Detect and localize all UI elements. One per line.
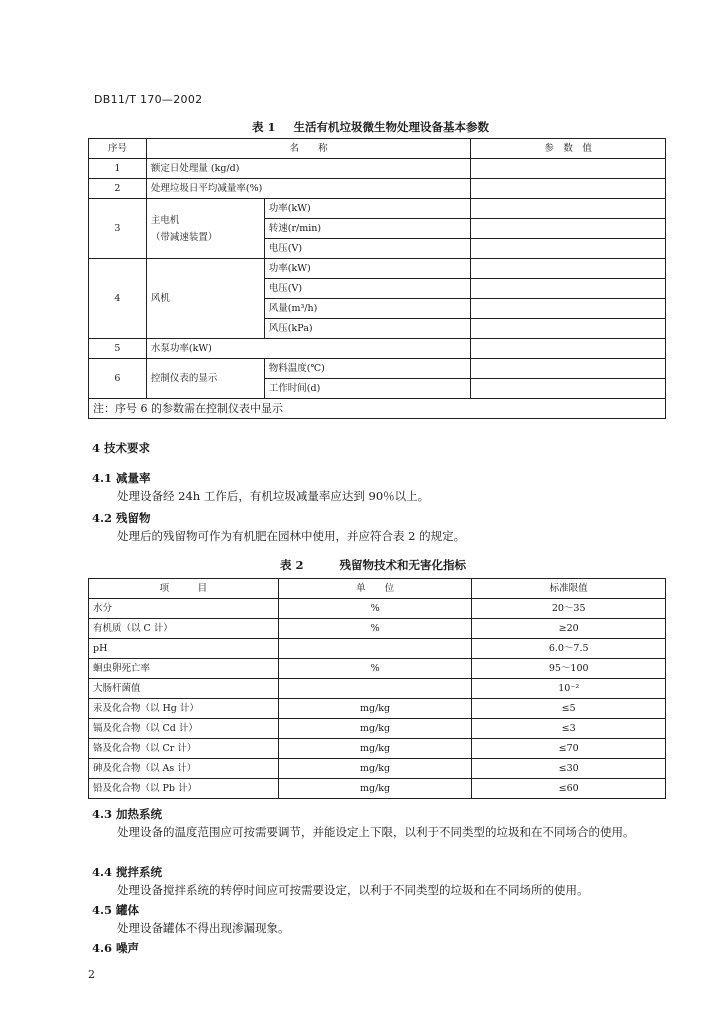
table2-header-row — [89, 579, 666, 599]
table1 — [88, 138, 666, 419]
table2-cell-limit: ≤70 — [472, 739, 666, 759]
table1-cell-sub: 工作时间(d) — [264, 379, 471, 399]
table1-cell-value — [471, 359, 666, 379]
document-code: DB11/T 170—2002 — [94, 93, 203, 106]
table1-caption — [252, 119, 489, 135]
section-4-5-text: 处理设备罐体不得出现渗漏现象。 — [117, 921, 290, 935]
table1-cell-name: 水泵功率(kW) — [146, 339, 470, 359]
table-row — [89, 779, 666, 799]
section-4-1-title: 4.1 减量率 — [92, 471, 151, 485]
table2-cell-unit: % — [278, 599, 472, 619]
table-row — [89, 359, 666, 379]
table-row — [89, 719, 666, 739]
table2-cell-unit — [278, 639, 472, 659]
table2-caption-number: 表 2 — [280, 558, 304, 572]
table1-cell-value — [471, 379, 666, 399]
table2-cell-item: 水分 — [89, 599, 279, 619]
table-row — [89, 679, 666, 699]
table2-cell-unit: % — [278, 619, 472, 639]
table2-cell-item: 砷及化合物（以 As 计） — [89, 759, 279, 779]
section-4-1-text: 处理设备经 24h 工作后，有机垃圾减量率应达到 90％以上。 — [117, 489, 430, 503]
table2-header-unit: 单 位 — [278, 579, 472, 599]
page-number: 2 — [88, 968, 95, 981]
table-row — [89, 199, 666, 219]
table-row — [89, 759, 666, 779]
table2-cell-item: 汞及化合物（以 Hg 计） — [89, 699, 279, 719]
table2-cell-limit: ≥20 — [472, 619, 666, 639]
table2-header-limit: 标准限值 — [472, 579, 666, 599]
table1-cell-sub: 转速(r/min) — [264, 219, 471, 239]
table2-cell-limit: ≤5 — [472, 699, 666, 719]
table1-cell-value — [471, 159, 666, 179]
section-4-5-title: 4.5 罐体 — [92, 903, 140, 917]
section-4-6-title: 4.6 噪声 — [92, 941, 140, 955]
table1-header-value: 参 数 值 — [471, 139, 666, 159]
table-row — [89, 339, 666, 359]
table2-cell-limit: 6.0～7.5 — [472, 639, 666, 659]
table2-cell-limit: 20～35 — [472, 599, 666, 619]
table2-cell-item: 镉及化合物（以 Cd 计） — [89, 719, 279, 739]
table1-cell-sub: 电压(V) — [264, 279, 471, 299]
table1-cell-no: 3 — [89, 199, 147, 259]
table2-cell-unit: mg/kg — [278, 699, 472, 719]
table2 — [88, 578, 666, 799]
table1-header-row — [89, 139, 666, 159]
table1-cell-group: 控制仪表的显示 — [146, 359, 264, 399]
table1-cell-value — [471, 279, 666, 299]
table2-cell-limit: ≤3 — [472, 719, 666, 739]
table2-cell-limit: ≤30 — [472, 759, 666, 779]
table1-cell-sub: 功率(kW) — [264, 259, 471, 279]
table2-cell-item: 铬及化合物（以 Cr 计） — [89, 739, 279, 759]
table1-group-subtitle: （带减速装置） — [150, 231, 218, 243]
table1-cell-group — [146, 199, 264, 259]
table2-cell-item: 大肠杆菌值 — [89, 679, 279, 699]
table2-cell-item: 铅及化合物（以 Pb 计） — [89, 779, 279, 799]
table2-cell-limit: 10⁻² — [472, 679, 666, 699]
table1-cell-no: 5 — [89, 339, 147, 359]
section-4-4-title: 4.4 搅拌系统 — [92, 865, 163, 879]
table2-header-item: 项 目 — [89, 579, 279, 599]
table2-cell-unit: mg/kg — [278, 779, 472, 799]
table2-cell-item: 有机质（以 C 计） — [89, 619, 279, 639]
table2-caption-title: 残留物技术和无害化指标 — [339, 558, 467, 572]
table1-header-name: 名 称 — [146, 139, 470, 159]
table1-note: 注：序号 6 的参数需在控制仪表中显示 — [89, 399, 666, 419]
table2-cell-unit: mg/kg — [278, 739, 472, 759]
table1-cell-no: 4 — [89, 259, 147, 339]
table1-cell-value — [471, 199, 666, 219]
section-4-4-text: 处理设备搅拌系统的转停时间应可按需要设定，以利于不同类型的垃圾和在不同场所的使用。 — [117, 883, 589, 897]
table2-cell-unit: mg/kg — [278, 759, 472, 779]
table1-cell-name: 额定日处理量 (kg/d) — [146, 159, 470, 179]
table1-cell-sub: 物料温度(℃) — [264, 359, 471, 379]
table-row — [89, 599, 666, 619]
section-4-2-text: 处理后的残留物可作为有机肥在园林中使用，并应符合表 2 的规定。 — [117, 529, 466, 543]
table-row — [89, 639, 666, 659]
table1-cell-sub: 电压(V) — [264, 239, 471, 259]
table2-body — [89, 599, 666, 799]
table-row — [89, 179, 666, 199]
section-4-2-title: 4.2 残留物 — [92, 511, 151, 525]
table1-caption-title: 生活有机垃圾微生物处理设备基本参数 — [293, 120, 490, 134]
section-4-3-title: 4.3 加热系统 — [92, 807, 163, 821]
table1-cell-no: 6 — [89, 359, 147, 399]
table1-caption-number: 表 1 — [252, 120, 276, 134]
table1-cell-group: 风机 — [146, 259, 264, 339]
table1-cell-no: 1 — [89, 159, 147, 179]
table1-cell-value — [471, 339, 666, 359]
table1-cell-value — [471, 299, 666, 319]
table1-cell-name: 处理垃圾日平均减量率(%) — [146, 179, 470, 199]
table2-cell-unit: mg/kg — [278, 719, 472, 739]
table-row — [89, 739, 666, 759]
table1-cell-sub: 风量(m³/h) — [264, 299, 471, 319]
table-row — [89, 659, 666, 679]
table1-header-no: 序号 — [89, 139, 147, 159]
table2-cell-item: 蛔虫卵死亡率 — [89, 659, 279, 679]
table2-caption — [280, 557, 466, 573]
table1-cell-value — [471, 259, 666, 279]
table2-cell-limit: 95～100 — [472, 659, 666, 679]
table-row — [89, 619, 666, 639]
section-4-3-text: 处理设备的温度范围应可按需要调节，并能设定上下限，以利于不同类型的垃圾和在不同场合的使用。 — [117, 825, 635, 839]
table2-cell-unit: % — [278, 659, 472, 679]
table1-cell-value — [471, 319, 666, 339]
table-row — [89, 159, 666, 179]
table-row — [89, 699, 666, 719]
table1-cell-no: 2 — [89, 179, 147, 199]
table1-cell-sub: 风压(kPa) — [264, 319, 471, 339]
section-4-title: 4 技术要求 — [92, 441, 151, 455]
table2-cell-unit — [278, 679, 472, 699]
table1-note-row — [89, 399, 666, 419]
table1-cell-sub: 功率(kW) — [264, 199, 471, 219]
table1-cell-value — [471, 239, 666, 259]
table-row — [89, 259, 666, 279]
table1-cell-value — [471, 179, 666, 199]
table2-cell-limit: ≤60 — [472, 779, 666, 799]
table1-cell-value — [471, 219, 666, 239]
table1-group-title: 主电机 — [150, 214, 180, 226]
table2-cell-item: pH — [89, 639, 279, 659]
